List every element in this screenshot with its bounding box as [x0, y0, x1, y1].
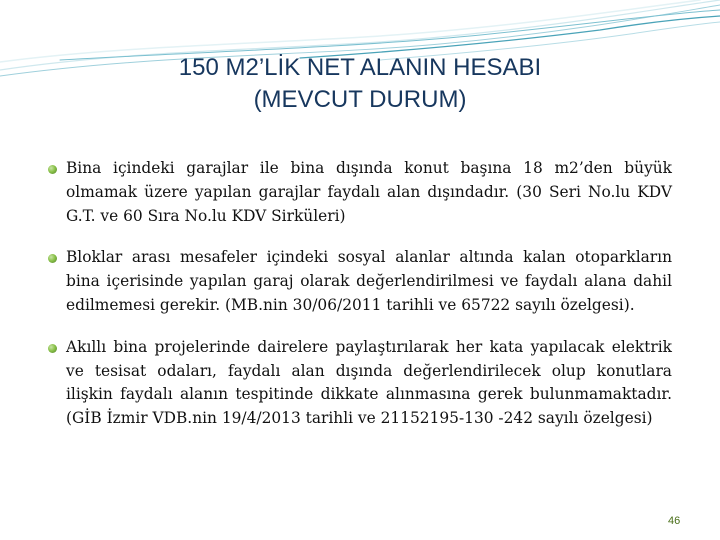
- bullet-text: Bloklar arası mesafeler içindeki sosyal alanlar altında kalan otoparkların bina içerisinde yapılan garaj olarak değerlendirilmesi ve faydalı alana dahil edilmemesi gerekir. (MB.nin 30/06/2011 tarihli ve 65722 sayılı özelgesi).: [66, 248, 672, 314]
- bullet-item: [48, 157, 672, 228]
- bullet-text: Bina içindeki garajlar ile bina dışında konut başına 18 m2’den büyük olmamak üzere yapılan garajlar faydalı alan dışındadır. (30 Seri No.lu KDV G.T. ve 60 Sıra No.lu KDV Sirküleri): [66, 159, 672, 225]
- bullet-item: [48, 246, 672, 317]
- title-line-1: 150 M2’LİK NET ALANIN HESABI: [178, 54, 542, 81]
- bullet-dot-icon: [48, 344, 57, 353]
- bullet-item: [48, 336, 672, 431]
- bullet-dot-icon: [48, 165, 57, 174]
- page-number: 46: [668, 515, 681, 527]
- bullet-list: [48, 157, 672, 449]
- title-line-2: (MEVCUT DURUM): [253, 86, 467, 113]
- slide-title: [100, 52, 620, 116]
- bullet-dot-icon: [48, 254, 57, 263]
- bullet-text: Akıllı bina projelerinde dairelere paylaştırılarak her kata yapılacak elektrik ve tesisat odaları, faydalı alan dışında değerlendirilecek olup konutlara ilişkin faydalı alanın tespitinde dikkate alınmasına gerek bulunmamaktadır. (GİB İzmir VDB.nin 19/4/2013 tarihli ve 21152195-130 -242 sayılı özelgesi): [66, 337, 672, 428]
